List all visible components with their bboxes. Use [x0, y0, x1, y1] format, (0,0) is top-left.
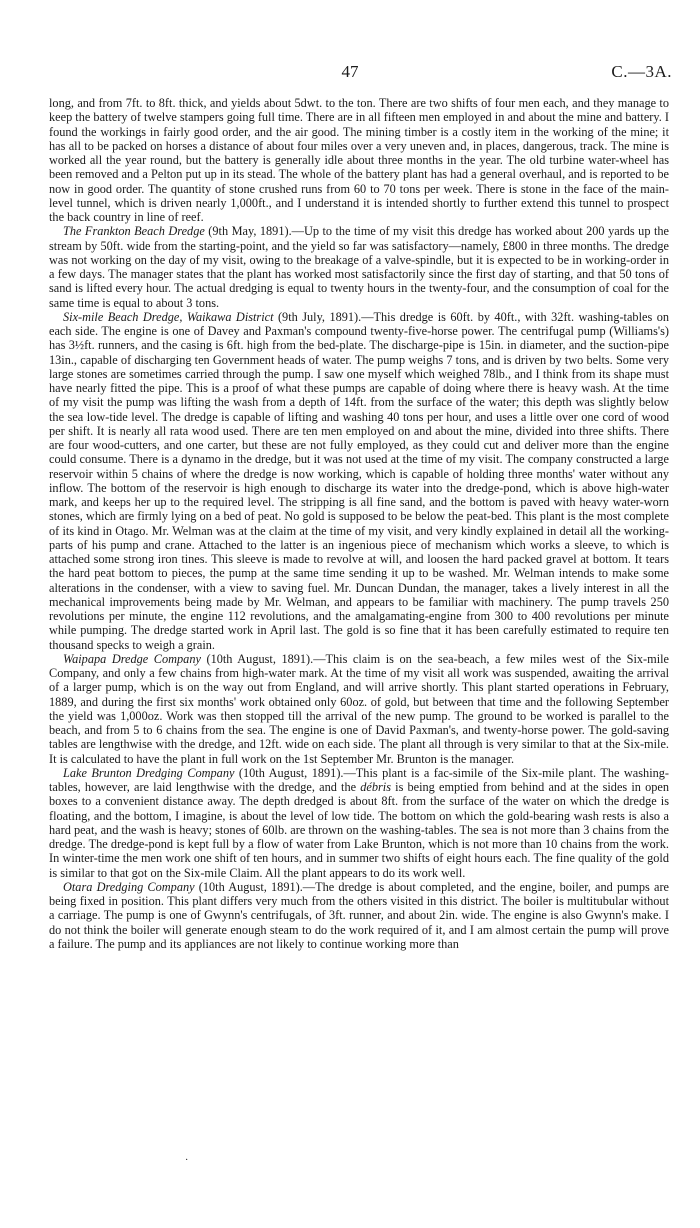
paragraph-text: long, and from 7ft. to 8ft. thick, and yields about 5dwt. to the ton. There are two shifts of four men each, and they manage to keep the battery of twelve stampers going full time. There are in all fifteen men employed in and about the mine and battery. I found the workings in fairly good order, and the air good. The mining timber is a costly item in the working of the mine; it has all to be packed on horses a distance of about four miles over a very uneven and, in places, dangerous, track. The mine is worked all the year round, but the battery is generally idle about three months in the year. The old turbine water-wheel has been removed and a Pelton put up in its stead. The whole of the battery plant has had a general overhaul, and is reported to be now in good order. The quantity of stone crushed runs from 60 to 70 tons per week. There is stone in the face of the main-level tunnel, which is driven nearly 1,000ft., and I understand it is intended shortly to further extend this tunnel to prospect the back country in line of reef. [49, 96, 669, 224]
page-header [0, 62, 700, 84]
paragraph-frankton-beach-dredge [49, 224, 669, 310]
section-title: The Frankton Beach Dredge [63, 224, 205, 239]
section-title: Waipapa Dredge Company [63, 651, 201, 666]
paragraph-text: (9th July, 1891).—This dredge is 60ft. by 40ft., with 32ft. washing-tables on each side. The engine is one of Davey and Paxman's compound twenty-five-horse power. The centrifugal pump (Williams's) has 3½ft. runners, and the casing is 6ft. high from the bed-plate. The discharge-pipe is 15in. in diameter, and the suction-pipe 13in., capable of discharging ten Government heads of water. The pump weighs 7 tons, and is driven by two belts. Some very large stones are sometimes carried through the pump. I saw one myself which weighed 78lb., and I think from its shape must have nearly fitted the pipe. This is a proof of what these pumps are capable of doing where there is heavy wash. At the time of my visit the pump was lifting the wash from a depth of 14ft. from the surface of the water; this depth was slightly below the sea low-tide level. The dredge is capable of lifting and washing 40 tons per hour, and uses a little over one cord of wood per shift. It is nearly all rata wood used. There are ten men employed on and about the mine, divided into three shifts. There are four wood-cutters, and one carter, but these are not fully employed, as they could cut and deliver more than the engine could consume. There is a dynamo in the dredge, but it was not used at the time of my visit. The company constructed a large reservoir within 5 chains of where the dredge is now working, which is capable of holding three months' water without any inflow. The bottom of the reservoir is high enough to discharge its water into the dredge-pond, which is above high-water mark, and keeps her up to the required level. The stripping is all fine sand, and the bottom is paved with heavy water-worn stones, which are firmly lying on a bed of peat. No gold is supposed to be below the peat-bed. This plant is the most complete of its kind in Otago. Mr. Welman was at the claim at the time of my visit, and very kindly explained in detail all the working-parts of his pump and crane. Attached to the latter is an ingenious piece of mechanism which works a sleeve, to which is attached some strong iron tines. This sleeve is made to revolve at will, and loosen the hard packed gravel at bottom. It tears the hard peat bottom to pieces, the pump at the same time sending it up to be washed. Mr. Welman intends to make some alterations in the condenser, with a view to saving fuel. Mr. Duncan Dundan, the manager, takes a lively interest in all the mechanical improvements being made by Mr. Welman, and appears to be familiar with machinery. The pump travels 250 revolutions per minute, the engine 112 revolutions, and the amalgamating-engine from 300 to 400 revolutions per minute while pumping. The dredge started work in April last. The gold is so fine that it has been carefully estimated to require ten thousand specks to weigh a grain. [49, 309, 669, 652]
section-title: Six-mile Beach Dredge, Waikawa District [63, 309, 274, 324]
paragraph-lake-brunton-dredging-company [49, 766, 669, 880]
page-number: 47 [341, 62, 359, 81]
document-reference: C.—3A. [611, 62, 672, 81]
section-title: Otara Dredging Company [63, 879, 195, 894]
paragraph-text: (10th August, 1891).—This plant is a fac-simile of the Six-mile plant. The washing-tables, however, are laid lengthwise with the dredge, and the [49, 765, 670, 794]
paragraph-text: is being emptied from behind and at the sides in open boxes to a convenient distance away. The depth dredged is about 8ft. from the surface of the water on which the dredge is floating, and the bottom, I imagine, is about the level of low tide. The bottom on which the gold-bearing wash rests is also a hard peat, and the wash is heavy; stones of 60lb. are thrown on the washing-tables. The sea is not more than 3 chains from the dredge. The dredge-pond is kept full by a flow of water from Lake Brunton, which is not more than 10 chains from the work. In winter-time the men work one shift of ten hours, and in summer two shifts of eight hours each. The fine quality of the gold is similar to that got on the Six-mile Claim. All the plant appears to do its work well. [49, 780, 669, 880]
paragraph-six-mile-beach-dredge [49, 310, 669, 652]
page-mark: · [185, 1155, 189, 1166]
body-text [49, 96, 669, 951]
paragraph-text: (10th August, 1891).—This claim is on the sea-beach, a few miles west of the Six-mile Company, and only a few chains from high-water mark. At the time of my visit all work was suspended, awaiting the arrival of a larger pump, which is on the way out from England, and will arrive shortly. This plant started operations in February, 1889, and during the first six months' work obtained only 60oz. of gold, but between that time and the following September the yield was 1,000oz. Work was then stopped till the arrival of the new pump. The ground to be worked is parallel to the beach, and from 5 to 6 chains from the sea. The engine is one of David Paxman's, and twenty-horse power. The gold-saving tables are lengthwise with the dredge, and 12ft. wide on each side. The plant all through is very similar to that at the Six-mile. It is calculated to have the plant in full work on the 1st September Mr. Brunton is the manager. [49, 651, 669, 766]
italic-word: débris [360, 780, 391, 794]
paragraph-waipapa-dredge-company [49, 652, 669, 766]
paragraph-text: (10th August, 1891).—The dredge is about completed, and the engine, boiler, and pumps are being fixed in position. This plant differs very much from the others visited in this district. The boiler is multitubular without a carriage. The pump is one of Gwynn's centrifugals, of 3ft. runner, and about 2in. wide. The engine is also Gwynn's make. I do not think the boiler will generate enough steam to do the work required of it, and I am almost certain the pump will prove a failure. The pump and its appliances are not likely to continue working more than [49, 879, 669, 951]
section-title: Lake Brunton Dredging Company [63, 765, 235, 780]
paragraph-text: (9th May, 1891).—Up to the time of my visit this dredge has worked about 200 yards up the stream by 50ft. wide from the starting-point, and the yield so far was satisfactory—namely, £800 in three months. The dredge was not working on the day of my visit, owing to the breakage of a valve-spindle, but it is expected to be in working-order in a few days. The manager states that the plant has worked most satisfactorily since the first day of starting, and that 50 tons of sand is lifted every hour. The actual dredging is equal to twenty hours in the twenty-four, and the consumption of coal for the same time is equal to about 3 tons. [49, 224, 669, 310]
paragraph-otara-dredging-company [49, 880, 669, 951]
paragraph-continuation [49, 96, 669, 224]
